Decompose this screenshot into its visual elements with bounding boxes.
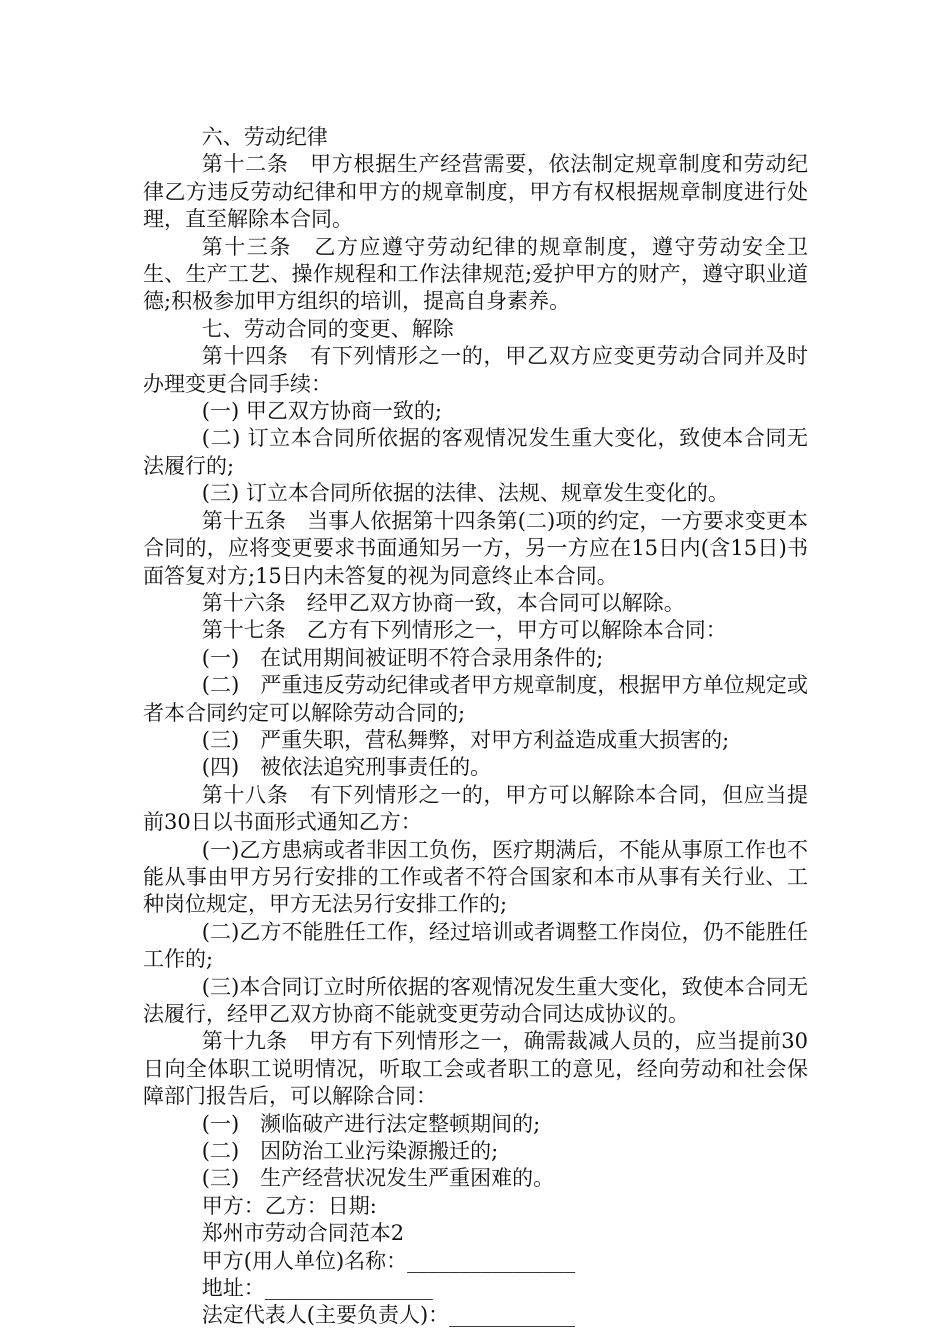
employer-name-field: 甲方(用人单位)名称：________________ <box>201 1248 576 1273</box>
article-14: 第十四条 有下列情形之一的，甲乙双方应变更劳动合同并及时办理变更合同手续： <box>143 344 808 396</box>
article-17: 第十七条 乙方有下列情形之一，甲方可以解除本合同： <box>201 618 727 643</box>
article-18-item-2: (二)乙方不能胜任工作，经过培训或者调整工作岗位，仍不能胜任工作的; <box>143 919 808 972</box>
article-18-item-3: (三)本合同订立时所依据的客观情况发生重大变化，致使本合同无法履行，经甲乙双方协商不能就变更劳动合同达成协议的。 <box>143 974 808 1026</box>
article-16: 第十六条 经甲乙双方协商一致，本合同可以解除。 <box>201 590 685 615</box>
signature-line: 甲方：乙方：日期: <box>201 1193 377 1218</box>
section-heading-labor-discipline: 六、劳动纪律 <box>201 125 328 149</box>
article-14-item-1: (一) 甲乙双方协商一致的; <box>201 399 442 424</box>
article-19-item-2: (二) 因防治工业污染源搬迁的; <box>201 1139 499 1164</box>
article-13: 第十三条 乙方应遵守劳动纪律的规章制度，遵守劳动安全卫生、生产工艺、操作规程和工作法律规范;爱护甲方的财产，遵守职业道德;积极参加甲方组织的培训，提高自身素养。 <box>143 234 808 314</box>
article-17-item-4: (四) 被依法追究刑事责任的。 <box>201 755 492 780</box>
article-17-item-3: (三) 严重失职，营私舞弊，对甲方利益造成重大损害的; <box>201 727 730 752</box>
address-field: 地址：________________ <box>201 1276 433 1301</box>
article-18: 第十八条 有下列情形之一的，甲方可以解除本合同，但应当提前30日以书面形式通知乙方： <box>143 782 808 835</box>
article-14-item-2: (二) 订立本合同所依据的客观情况发生重大变化，致使本合同无法履行的; <box>143 426 808 478</box>
article-19-item-3: (三) 生产经营状况发生严重困难的。 <box>201 1166 555 1191</box>
article-19: 第十九条 甲方有下列情形之一，确需裁减人员的，应当提前30日向全体职工说明情况，听取工会或者职工的意见，经向劳动和社会保障部门报告后，可以解除合同： <box>143 1029 808 1109</box>
section-heading-contract-change: 七、劳动合同的变更、解除 <box>201 316 454 341</box>
document-body <box>143 124 808 1330</box>
article-14-item-3: (三) 订立本合同所依据的法律、法规、规章发生变化的。 <box>201 481 729 506</box>
article-18-item-1: (一)乙方患病或者非因工负伤，医疗期满后，不能从事原工作也不能从事由甲方另行安排的工作或者不符合国家和本市从事有关行业、工种岗位规定，甲方无法另行安排工作的; <box>143 837 808 917</box>
legal-representative-field: 法定代表人(主要负责人)：____________ <box>201 1303 576 1328</box>
article-15: 第十五条 当事人依据第十四条第(二)项的约定，一方要求变更本合同的，应将变更要求书面通知另一方，另一方应在15日内(含15日)书面答复对方;15日内未答复的视为同意终止本合同。 <box>143 508 808 588</box>
template-title: 郑州市劳动合同范本2 <box>201 1221 405 1246</box>
article-17-item-1: (一) 在试用期间被证明不符合录用条件的; <box>201 645 604 670</box>
article-19-item-1: (一) 濒临破产进行法定整顿期间的; <box>201 1111 541 1136</box>
article-12: 第十二条 甲方根据生产经营需要，依法制定规章制度和劳动纪律乙方违反劳动纪律和甲方的规章制度，甲方有权根据规章制度进行处理，直至解除本合同。 <box>143 152 808 232</box>
article-17-item-2: (二) 严重违反劳动纪律或者甲方规章制度，根据甲方单位规定或者本合同约定可以解除劳动合同的; <box>143 673 808 725</box>
